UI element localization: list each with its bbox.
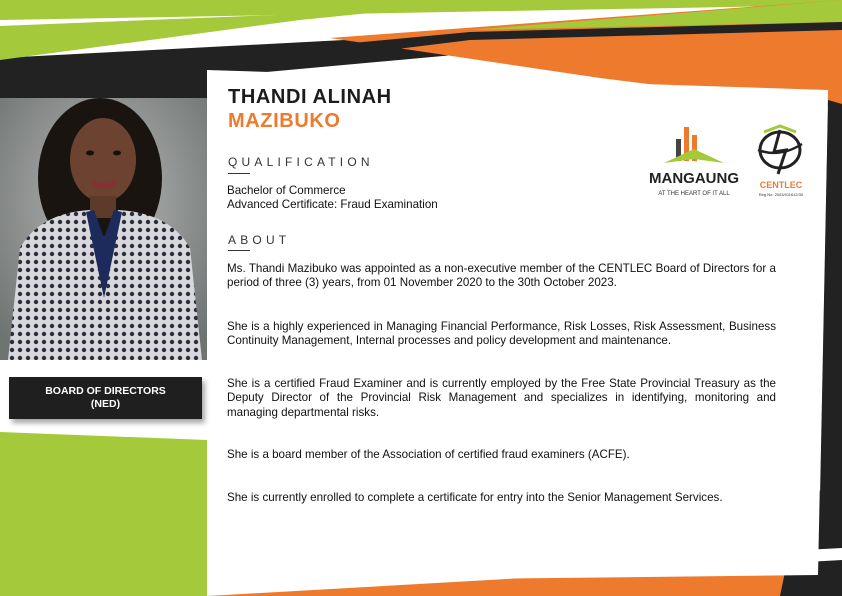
about-paragraph: Ms. Thandi Mazibuko was appointed as a non-executive member of the CENTLEC Board of Directors for a period of three (3) years, from 01 November 2020 to the 30th October 2023.: [227, 262, 776, 290]
mangaung-logo-name: MANGAUNG: [649, 170, 739, 187]
about-paragraph: She is currently enrolled to complete a certificate for entry into the Senior Management Services.: [227, 491, 723, 504]
centlec-logo-name: CENTLEC: [759, 180, 803, 190]
role-badge: [9, 377, 202, 419]
portrait-photo: [0, 98, 207, 360]
about-paragraph: She is a certified Fraud Examiner and is currently employed by the Free State Provincial Treasury as the Deputy Director of the Provincial Risk Management and specializes in identifying, monitoring and managing departmental risks.: [227, 377, 776, 419]
role-badge-line2: (NED): [90, 398, 121, 410]
role-badge-line1: BOARD OF DIRECTORS: [45, 385, 166, 397]
person-first-names: THANDI ALINAH: [228, 86, 392, 108]
about-rule: [228, 250, 250, 251]
about-paragraph: She is a highly experienced in Managing Financial Performance, Risk Losses, Risk Assessment, Business Continuity Management, Internal processes and policy development and maintenance.: [227, 320, 776, 348]
mangaung-logo-tagline: AT THE HEART OF IT ALL: [658, 191, 730, 197]
qualification-rule: [228, 173, 250, 174]
centlec-logo-reg: Reg No: 2003/011612/30: [758, 192, 804, 197]
about-paragraph: She is a board member of the Association of certified fraud examiners (ACFE).: [227, 448, 630, 461]
mangaung-logo: [640, 125, 748, 200]
qualification-item: Bachelor of Commerce: [227, 184, 346, 197]
about-heading: ABOUT: [228, 233, 291, 247]
centlec-logo: [752, 124, 810, 200]
qualification-heading: QUALIFICATION: [228, 155, 374, 169]
qualification-item: Advanced Certificate: Fraud Examination: [227, 198, 438, 211]
person-surname: MAZIBUKO: [228, 110, 341, 132]
